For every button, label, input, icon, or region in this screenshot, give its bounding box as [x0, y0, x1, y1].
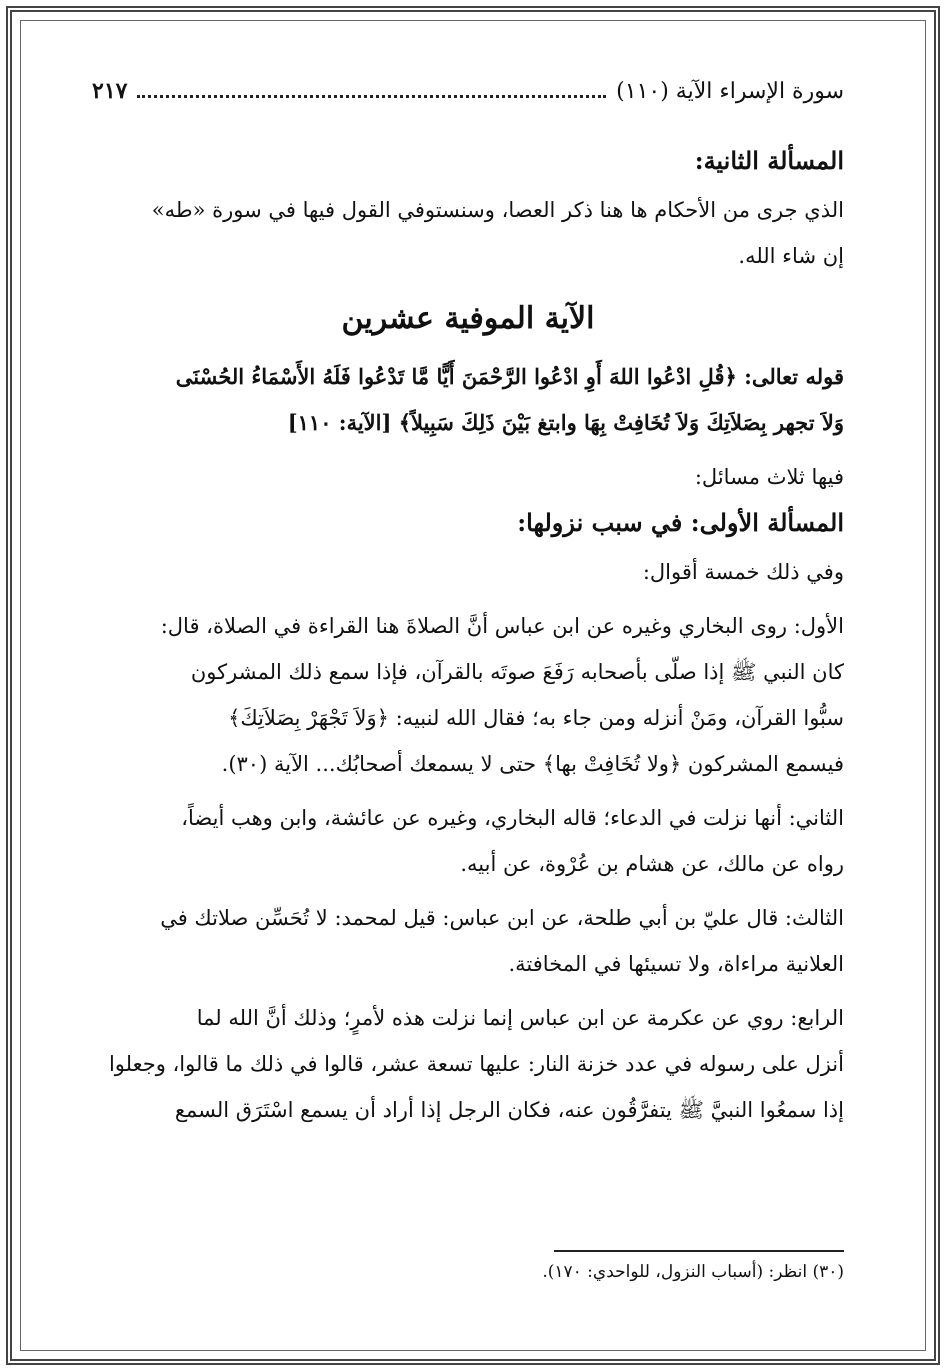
running-header [92, 78, 844, 124]
paragraph: الذي جرى من الأحكام ها هنا ذكر العصا، وسنستوفي القول فيها في سورة «طه» [151, 198, 844, 222]
masala1-heading: المسألة الأولى: في سبب نزولها: [517, 508, 844, 537]
paragraph-line: سبُّوا القرآن، ومَنْ أنزله ومن جاء به؛ فقال الله لنبيه: ﴿وَلاَ تَجْهَرْ بِصَلاَتِكَ﴾ [228, 706, 844, 730]
paragraph-line: الثالث: قال عليّ بن أبي طلحة، عن ابن عباس: قيل لمحمد: لا تُحَسِّن صلاتك في [160, 906, 844, 930]
paragraph: وفي ذلك خمسة أقوال: [642, 560, 844, 584]
paragraph-line: الأول: روى البخاري وغيره عن ابن عباس أنَّ الصلاةَ هنا القراءة في الصلاة، قال: [160, 614, 844, 638]
header-leader-dots [137, 79, 606, 98]
paragraph-line: العلانية مراءاة، ولا تسيئها في المخافتة. [508, 952, 844, 976]
section-title: الآية الموفية عشرين [341, 301, 595, 336]
paragraph-line: كان النبي ﷺ إذا صلّى بأصحابه رَفَعَ صوتَه بالقرآن، فإذا سمع ذلك المشركون [190, 660, 844, 684]
footnote-text: (٣٠) انظر: (أسباب النزول، للواحدي: ١٧٠). [542, 1262, 844, 1282]
masala2-heading: المسألة الثانية: [694, 146, 844, 175]
verse-line: وَلاَ تجهر بِصَلاَتِكَ وَلاَ تُخَافِتْ بِهَا وابتغ بَيْنَ ذَلِكَ سَبِيلاً﴾ [الآية: ١١٠] [287, 410, 844, 435]
paragraph-line: الثاني: أنها نزلت في الدعاء؛ قاله البخاري، وغيره عن عائشة، وابن وهب أيضاً، [181, 806, 844, 830]
footnote [92, 1250, 844, 1282]
header-title: سورة الإسراء الآية (١١٠) [616, 79, 844, 104]
verse-line: قوله تعالى: ﴿قُلِ ادْعُوا اللهَ أَوِ ادْعُوا الرَّحْمَنَ أَيًّا مَّا تَدْعُوا فَلَهُ الأَسْمَاءُ الحُسْنَى [175, 364, 844, 389]
paragraph: فيها ثلاث مسائل: [694, 465, 844, 489]
page-number: ٢١٧ [92, 78, 128, 104]
footnote-rule [554, 1250, 844, 1252]
paragraph-line: الرابع: روي عن عكرمة عن ابن عباس إنما نزلت هذه لأمرٍ؛ وذلك أنَّ الله لما [196, 1006, 844, 1030]
paragraph: إن شاء الله. [738, 244, 844, 268]
paragraph-line: فيسمع المشركون ﴿ولا تُخَافِتْ بها﴾ حتى لا يسمعك أصحابُك... الآية (٣٠). [221, 752, 844, 776]
paragraph-line: رواه عن مالك، عن هشام بن عُرْوة، عن أبيه. [460, 852, 844, 876]
paragraph-line: إذا سمعُوا النبيَّ ﷺ يتفرَّقُون عنه، فكان الرجل إذا أراد أن يسمع اسْتَرَق السمع [174, 1098, 844, 1122]
paragraph-line: أنزل على رسوله في عدد خزنة النار: عليها تسعة عشر، قالوا في ذلك ما قالوا، وجعلوا [108, 1052, 844, 1076]
page-content [92, 78, 844, 1141]
